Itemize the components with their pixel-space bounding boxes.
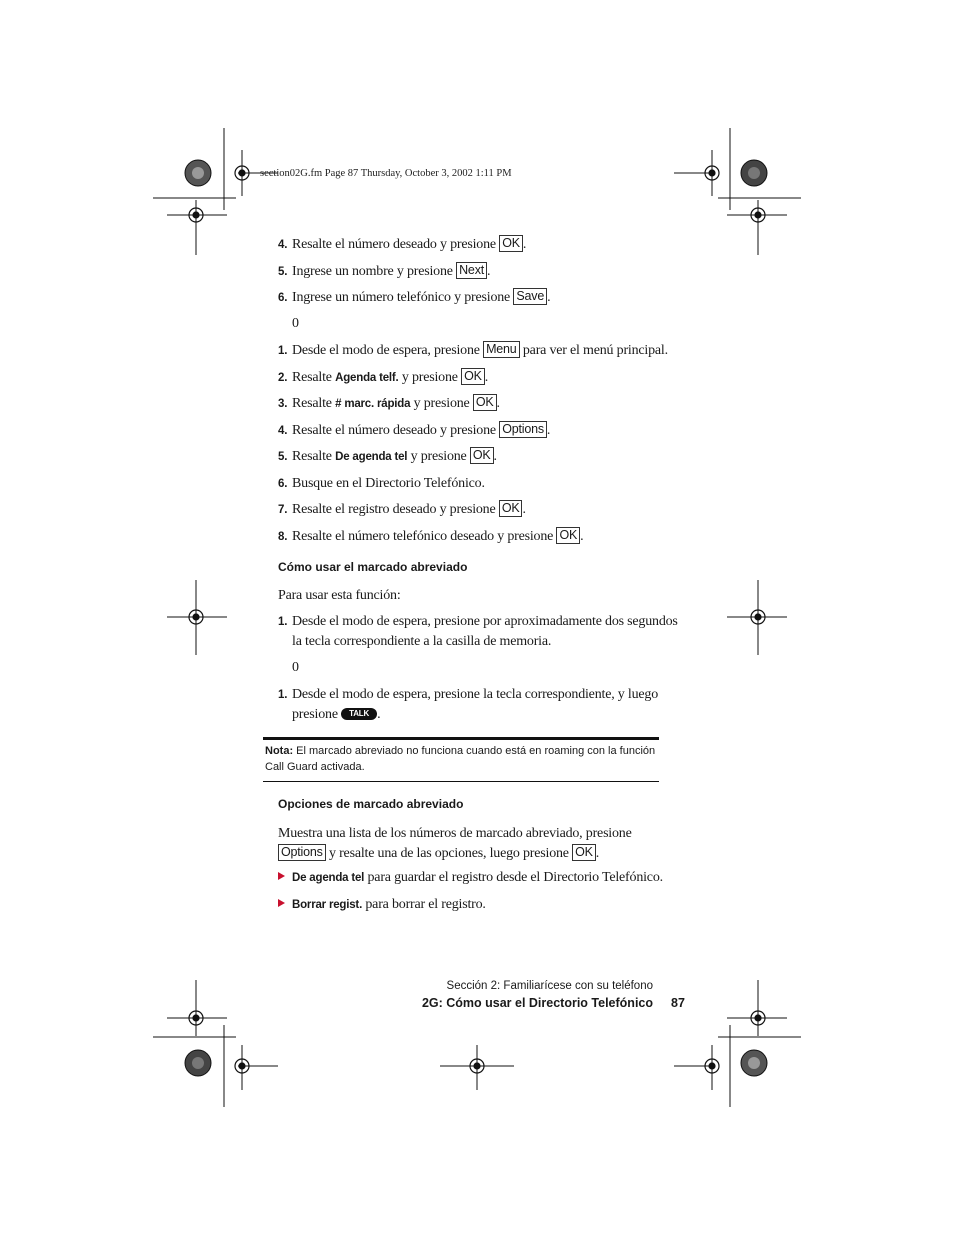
note-text: El marcado abreviado no funciona cuando está en roaming con la función Call Guard activada. <box>265 745 656 773</box>
menu-item-name: De agenda tel <box>335 451 408 463</box>
step-text: . <box>546 423 551 438</box>
arrow-bullet-icon <box>278 872 285 880</box>
option-name: Borrar regist. <box>292 899 363 911</box>
step-number: 4. <box>278 425 288 437</box>
step-text: . <box>580 529 584 544</box>
note-rule-top <box>263 737 659 740</box>
step-text: . <box>493 449 497 464</box>
list-item <box>278 685 668 725</box>
step-number: 3. <box>278 398 288 410</box>
step-text: la tecla correspondiente a la casilla de memoria. <box>292 634 552 649</box>
body-paragraph <box>278 824 632 864</box>
step-text: Resalte <box>292 396 332 411</box>
step-text: Resalte el número deseado y presione <box>292 423 496 438</box>
softkey-ok: OK <box>461 368 485 385</box>
bullet-item <box>278 897 486 913</box>
option-description: para borrar el registro. <box>365 897 486 912</box>
section-heading: Cómo usar el marcado abreviado <box>278 560 468 574</box>
softkey-options: Options <box>278 844 326 861</box>
step-text: Resalte el registro deseado y presione <box>292 502 496 517</box>
step-text: Busque en el Directorio Telefónico. <box>292 476 485 491</box>
step-text: y presione <box>410 449 467 464</box>
footer-section: Sección 2: Familiarícese con su teléfono <box>446 980 653 992</box>
step-text: Desde el modo de espera, presione la tecla correspondiente, y luego <box>292 687 659 702</box>
step-number: 1. <box>278 345 288 357</box>
step-text: . <box>484 370 489 385</box>
softkey-menu: Menu <box>483 341 519 358</box>
step-number: 1. <box>278 616 288 628</box>
arrow-bullet-icon <box>278 899 285 907</box>
option-name: De agenda tel <box>292 872 365 884</box>
step-text: . <box>547 290 551 305</box>
paragraph-line: Muestra una lista de los números de marcado abreviado, presione <box>278 826 632 841</box>
step-number: 2. <box>278 372 288 384</box>
step-number: 5. <box>278 451 288 463</box>
step-text: . <box>377 707 381 722</box>
step-text: y presione <box>413 396 470 411</box>
step-text: para ver el menú principal. <box>522 343 668 358</box>
step-number: 7. <box>278 504 288 516</box>
list-item <box>278 612 678 652</box>
softkey-ok: OK <box>473 394 497 411</box>
step-text: Desde el modo de espera, presione <box>292 343 480 358</box>
note-label: Nota: <box>265 745 294 757</box>
page-number: 87 <box>671 996 685 1010</box>
softkey-ok: OK <box>499 235 523 252</box>
paragraph-text: . <box>595 846 600 861</box>
section-heading: Opciones de marcado abreviado <box>278 797 464 811</box>
step-text: . <box>496 396 500 411</box>
step-text: Ingrese un número telefónico y presione <box>292 290 511 305</box>
intro-text: Para usar esta función: <box>278 588 401 603</box>
menu-item-name: # marc. rápida <box>335 398 411 410</box>
bullet-item <box>278 870 663 886</box>
step-number: 6. <box>278 478 288 490</box>
note-rule-bottom <box>263 781 659 782</box>
softkey-save: Save <box>513 288 547 305</box>
step-text: . <box>522 502 526 517</box>
softkey-ok: OK <box>556 527 580 544</box>
paragraph-text: y resalte una de las opciones, luego presione <box>329 846 569 861</box>
or-separator: 0 <box>292 316 299 331</box>
step-text: presione <box>292 707 338 722</box>
step-number: 5. <box>278 266 288 278</box>
softkey-ok: OK <box>499 500 523 517</box>
step-text: Resalte <box>292 449 332 464</box>
menu-item-name: Agenda telf. <box>335 372 399 384</box>
footer-chapter: 2G: Cómo usar el Directorio Telefónico <box>421 996 653 1010</box>
step-text: Desde el modo de espera, presione por aproximadamente dos segundos <box>292 614 678 629</box>
softkey-ok: OK <box>572 844 596 861</box>
option-description: para guardar el registro desde el Directorio Telefónico. <box>367 870 663 885</box>
step-text: Ingrese un nombre y presione <box>292 264 453 279</box>
step-text: Resalte el número deseado y presione <box>292 237 496 252</box>
step-number: 6. <box>278 292 288 304</box>
step-text: . <box>487 264 491 279</box>
step-number: 4. <box>278 239 288 251</box>
note-box <box>265 743 660 775</box>
step-text: y presione <box>401 370 458 385</box>
step-number: 8. <box>278 531 288 543</box>
file-slug: section02G.fm Page 87 Thursday, October 3, 2002 1:11 PM <box>260 168 512 179</box>
talk-key-icon: TALK <box>341 708 377 720</box>
step-text: Resalte <box>292 370 332 385</box>
softkey-options: Options <box>499 421 547 438</box>
or-separator: 0 <box>292 660 299 675</box>
softkey-next: Next <box>456 262 487 279</box>
step-number: 1. <box>278 689 288 701</box>
step-text: Resalte el número telefónico deseado y presione <box>292 529 554 544</box>
step-text: . <box>522 237 527 252</box>
softkey-ok: OK <box>470 447 494 464</box>
